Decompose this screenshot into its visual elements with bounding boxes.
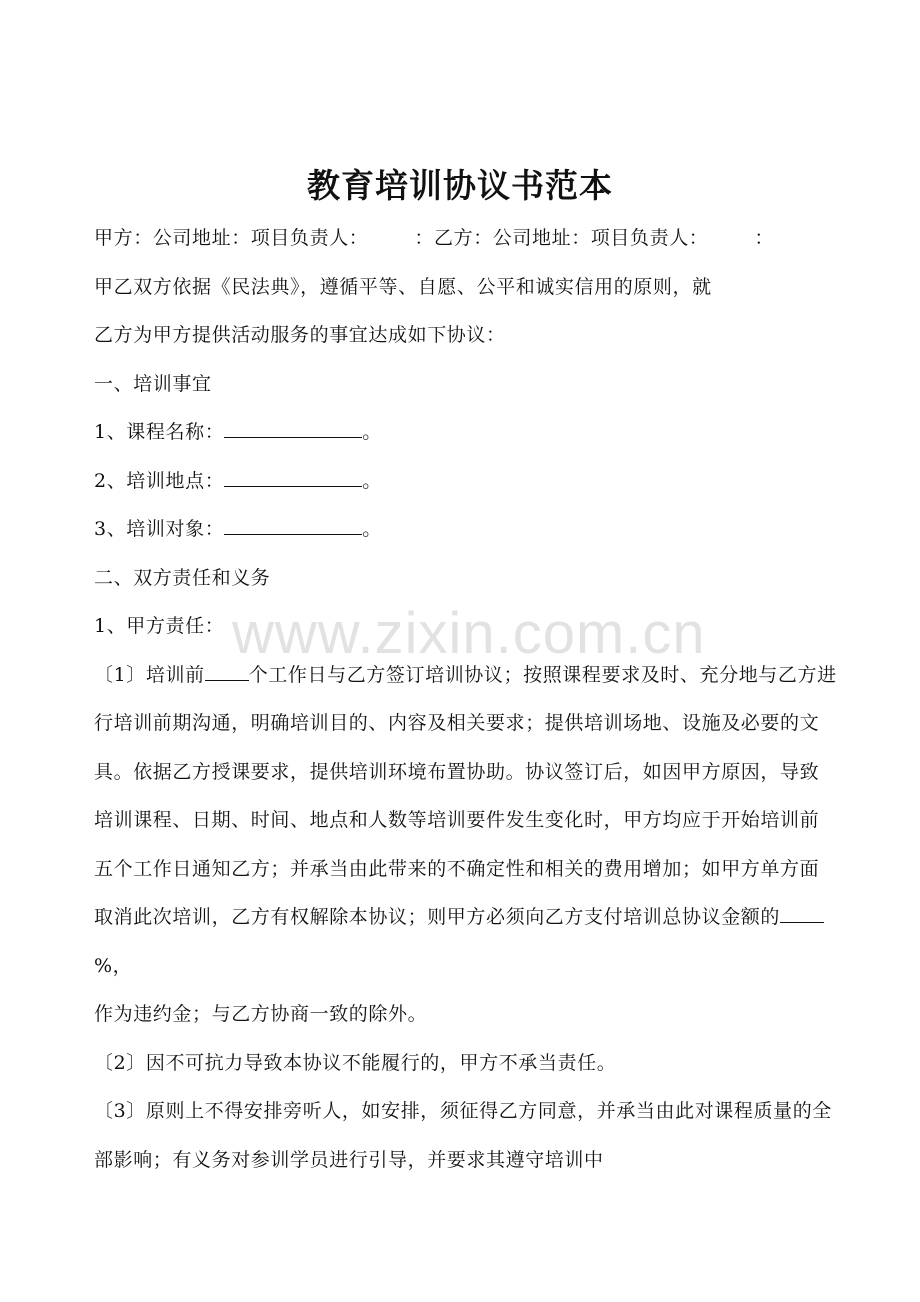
clause-1-start: 〔1〕培训前 <box>94 663 205 686</box>
course-name-blank <box>224 421 362 438</box>
intro-line-2: 乙方为甲方提供活动服务的事宜达成如下协议： <box>94 324 506 346</box>
party-end-colon: ： <box>754 227 775 249</box>
intro-line-1: 甲乙双方依据《民法典》，遵循平等、自愿、公平和诚实信用的原则，就 <box>94 275 712 298</box>
clause-2: 〔2〕因不可抗力导致本协议不能履行的，甲方不承当责任。 <box>94 1051 617 1074</box>
training-location-blank <box>224 470 362 487</box>
document-body <box>94 214 838 1184</box>
item-course-name <box>94 408 838 457</box>
clause-1 <box>94 651 838 1039</box>
percent-blank <box>780 906 824 923</box>
party-b-text: ：乙方：公司地址：项目负责人： <box>414 227 709 249</box>
training-target-blank <box>224 518 362 535</box>
clause-3: 〔3〕原则上不得安排旁听人，如安排，须征得乙方同意，并承当由此对课程质量的全部影响；有义务对参训学员进行引导，并要求其遵守培训中 <box>94 1100 832 1171</box>
section-2-heading: 二、双方责任和义务 <box>94 566 271 589</box>
section-1-heading: 一、培训事宜 <box>94 372 212 395</box>
training-location-end: 。 <box>362 469 382 492</box>
duty-heading: 1、甲方责任： <box>94 615 225 637</box>
party-line <box>94 214 838 263</box>
course-name-label: 1、课程名称： <box>94 421 225 443</box>
document-title: 教育培训协议书范本 <box>307 166 613 205</box>
clause-1-body: 个工作日与乙方签订培训协议；按照课程要求及时、充分地与乙方进行培训前期沟通，明确培训目的、内容及相关要求；提供培训场地、设施及必要的文具。依据乙方授课要求，提供培训环境布置协助。协议签订后，如因甲方原因，导致培训课程、日期、时间、地点和人数等培训要件发生变化时，甲方均应于开始培训前五个工作日通知乙方；并承当由此带来的不确定性和相关的费用增加；如甲方单方面取消此次培训，乙方有权解除本协议；则甲方必须向乙方支付培训总协议金额的 <box>94 663 837 928</box>
clause-1-end: 作为违约金；与乙方协商一致的除外。 <box>94 1003 428 1025</box>
party-a-text: 甲方：公司地址：项目负责人： <box>94 227 369 249</box>
training-target-label: 3、培训对象： <box>94 518 225 540</box>
training-location-label: 2、培训地点： <box>94 469 225 492</box>
item-training-location <box>94 457 838 506</box>
item-training-target <box>94 505 838 554</box>
training-target-end: 。 <box>362 518 382 540</box>
course-name-end: 。 <box>362 421 382 443</box>
days-blank <box>205 664 249 681</box>
clause-1-percent: %， <box>94 954 133 977</box>
watermark-text: www.zixin.com.cn <box>232 601 706 666</box>
